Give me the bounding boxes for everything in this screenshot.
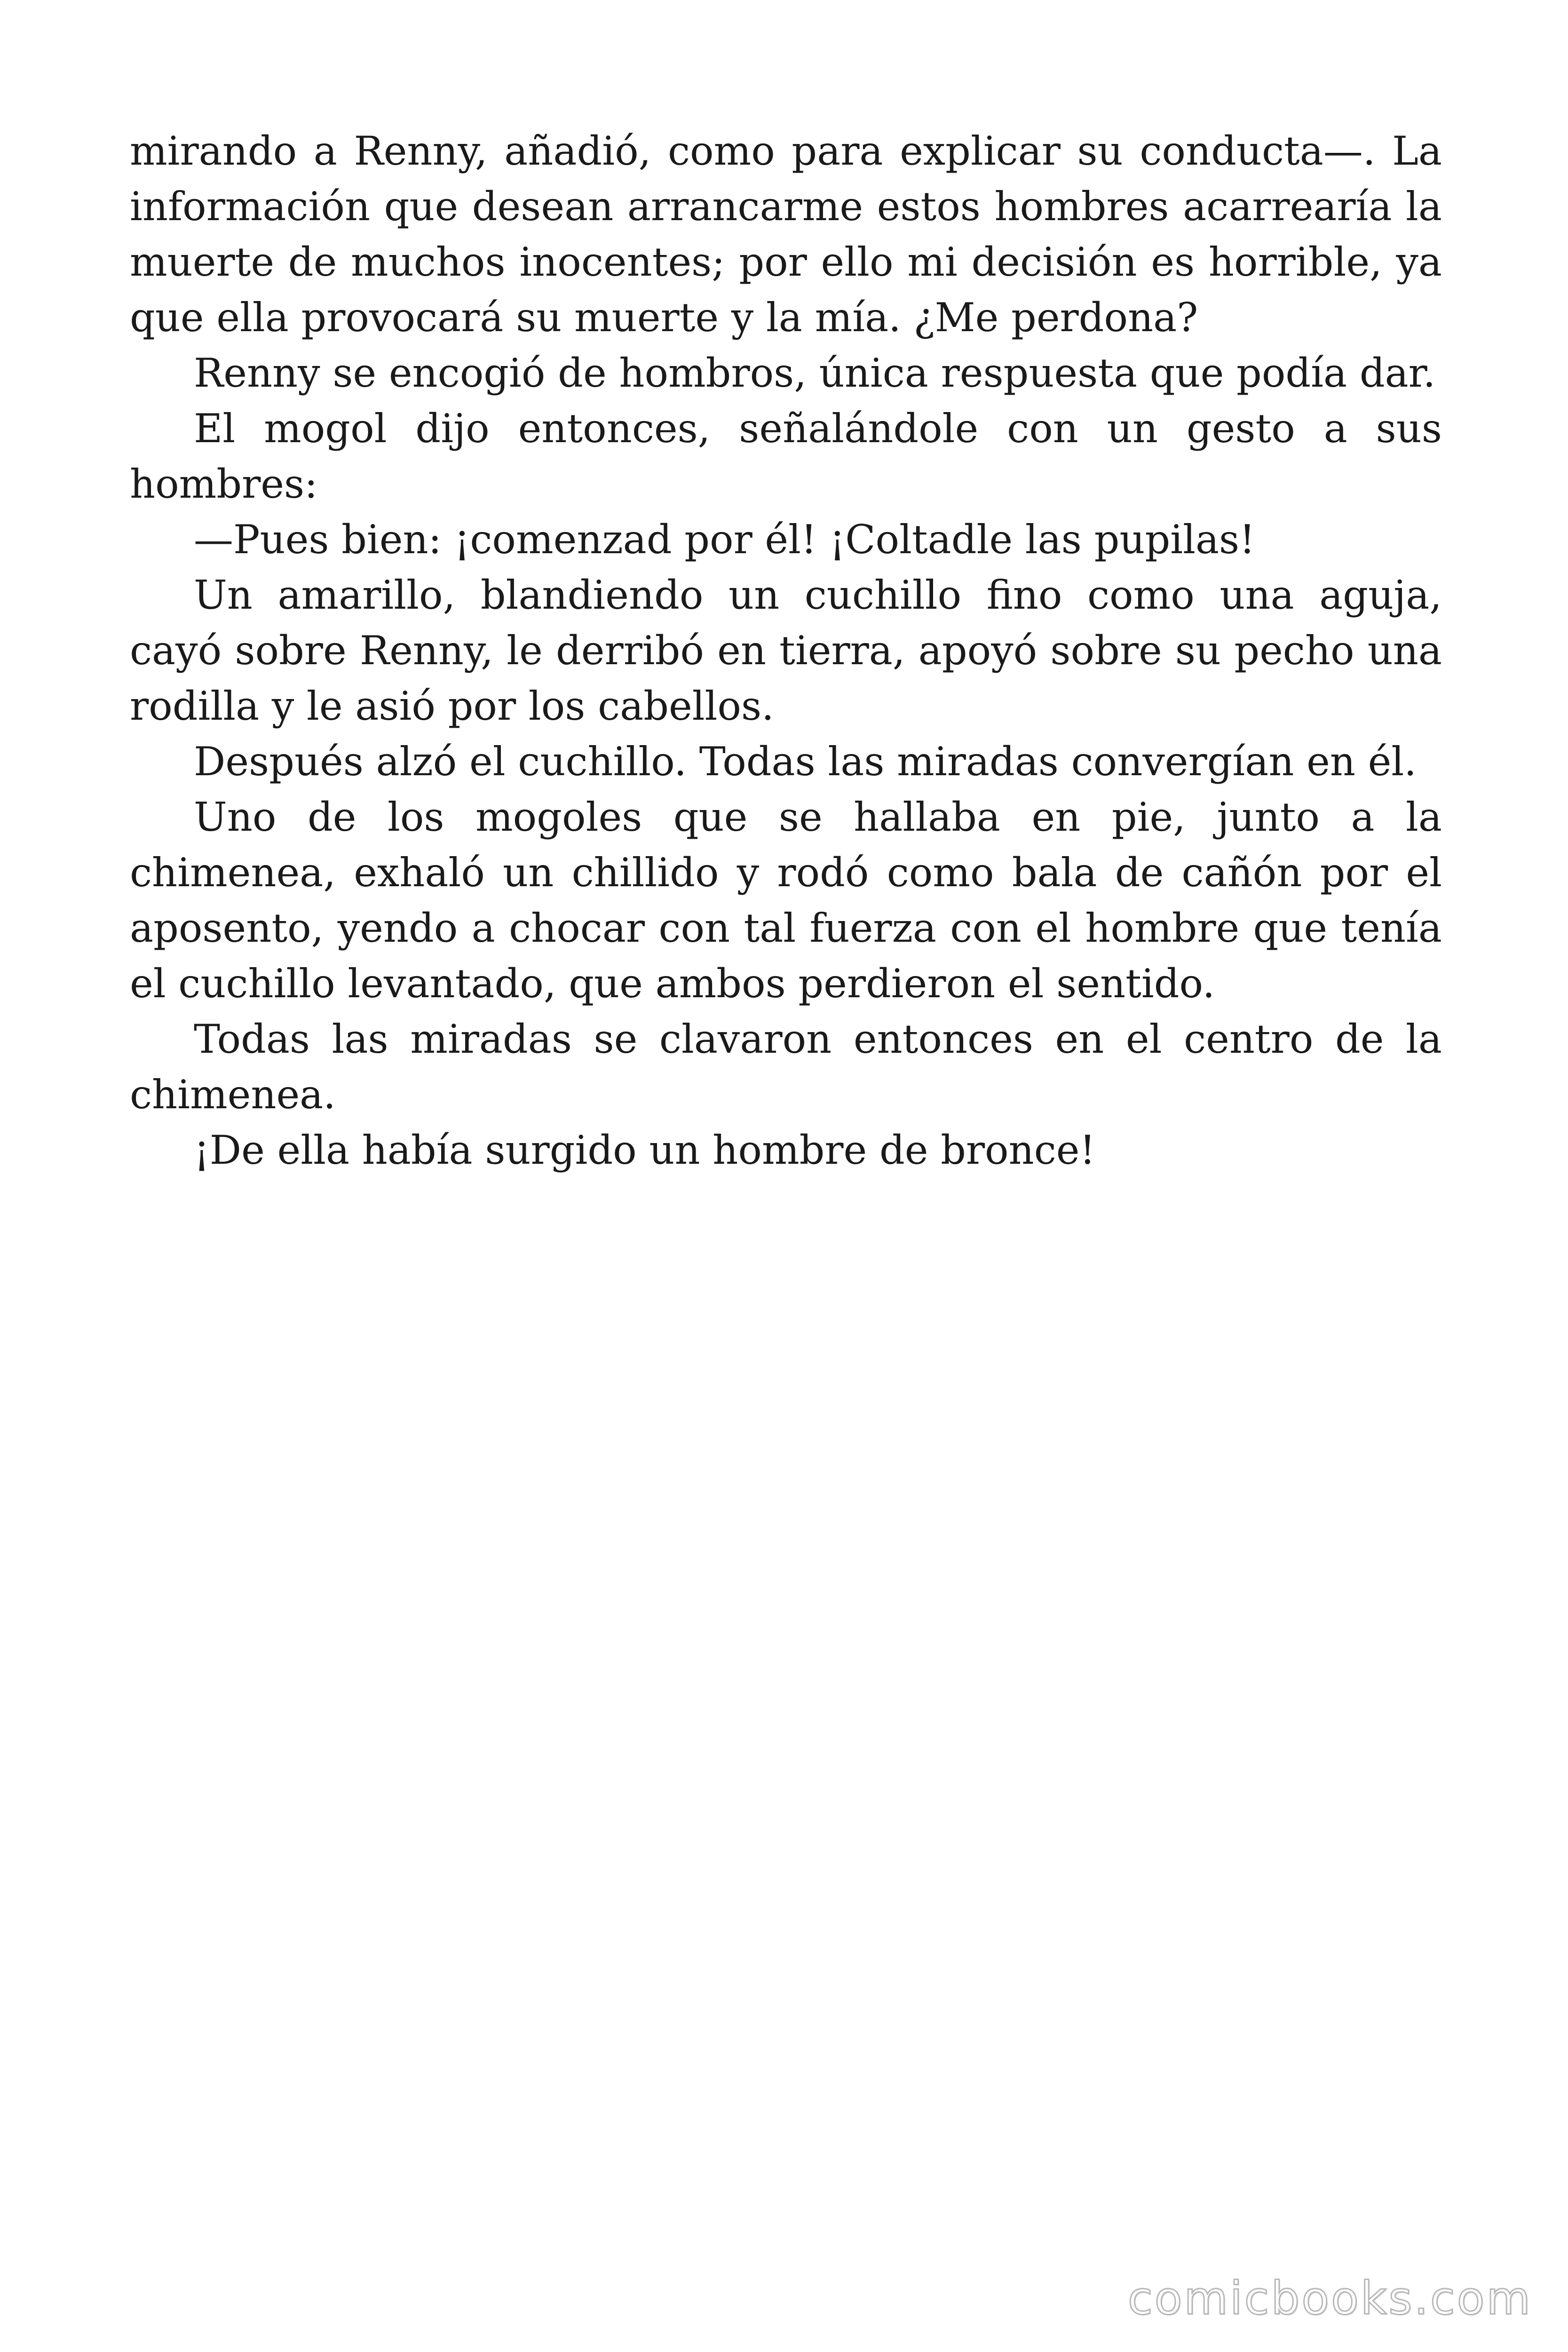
paragraph-4: —Pues bien: ¡comenzad por él! ¡Coltadle las pupilas! <box>194 516 1255 563</box>
paragraph-2: Renny se encogió de hombros, única respuesta que podía dar. <box>194 350 1436 396</box>
body-text <box>130 123 1442 1178</box>
paragraph-6: Después alzó el cuchillo. Todas las miradas convergían en él. <box>194 739 1417 785</box>
watermark: comicbooks.com <box>1127 2272 1532 2325</box>
paragraph-8: Todas las miradas se clavaron entonces en el centro de la chimenea. <box>130 1016 1442 1118</box>
paragraph-5: Un amarillo, blandiendo un cuchillo fino como una aguja, cayó sobre Renny, le derribó en tierra, apoyó sobre su pecho una rodilla y le asió por los cabellos. <box>130 572 1442 729</box>
paragraph-7: Uno de los mogoles que se hallaba en pie, junto a la chimenea, exhaló un chillido y rodó como bala de cañón por el aposento, yendo a chocar con tal fuerza con el hombre que tenía el cuchillo levantado, que ambos perdieron el sentido. <box>130 794 1442 1007</box>
paragraph-9: ¡De ella había surgido un hombre de bronce! <box>194 1127 1096 1173</box>
paragraph-3: El mogol dijo entonces, señalándole con un gesto a sus hombres: <box>130 405 1442 507</box>
paragraph-1: mirando a Renny, añadió, como para explicar su conducta—. La información que desean arrancarme estos hombres acarrearía la muerte de muchos inocentes; por ello mi decisión es horrible, ya que ella provocará su muerte y la mía. ¿Me perdona? <box>130 128 1442 341</box>
